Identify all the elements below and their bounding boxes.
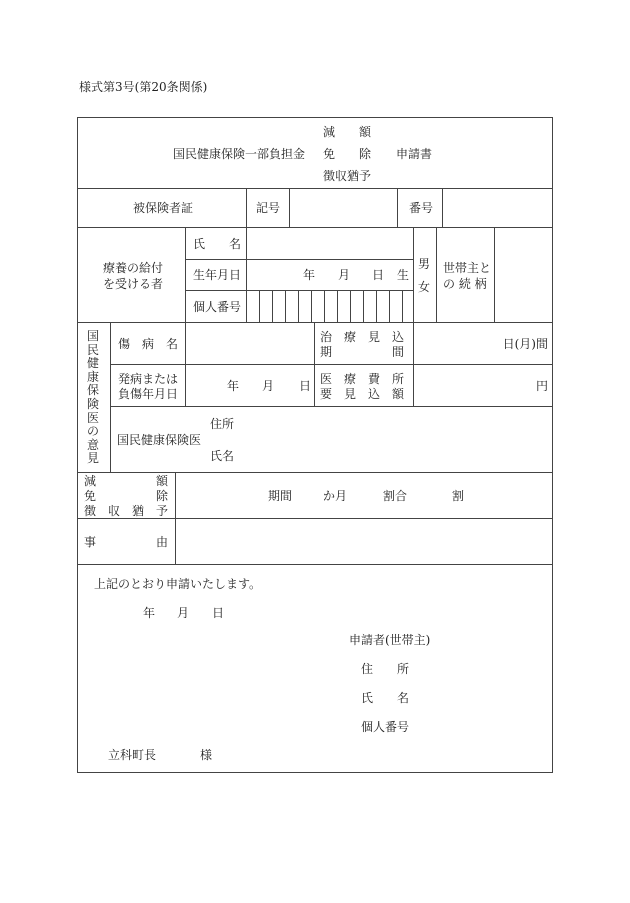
digit-divider bbox=[298, 290, 299, 322]
col-divider bbox=[494, 227, 495, 322]
date-day: 日 bbox=[212, 606, 225, 620]
col-divider bbox=[397, 188, 398, 227]
cost-label: 医 療 費 所 bbox=[320, 372, 405, 386]
form-number: 様式第3号(第20条関係) bbox=[79, 80, 208, 94]
wari-label: 割 bbox=[452, 489, 465, 503]
onset-month: 月 bbox=[262, 379, 275, 393]
title-defer: 徴収猶予 bbox=[323, 169, 372, 183]
reduction-label: 徴 収 猶 予 bbox=[84, 504, 169, 518]
col-divider bbox=[289, 188, 290, 227]
birth-label: 生年月日 bbox=[193, 268, 242, 282]
birth-month: 月 bbox=[338, 268, 351, 282]
doctor-address-label: 住所 bbox=[210, 417, 235, 431]
col-divider bbox=[246, 227, 247, 322]
treatment-label: 治 療 見 込 bbox=[320, 330, 405, 344]
ratio-label: 割合 bbox=[383, 489, 408, 503]
onset-label: 負傷年月日 bbox=[118, 387, 179, 401]
digit-divider bbox=[324, 290, 325, 322]
birth-year: 年 bbox=[303, 268, 316, 282]
gender-male[interactable]: 男 bbox=[418, 257, 431, 271]
row-divider bbox=[77, 518, 553, 519]
col-divider bbox=[314, 322, 315, 406]
birth-suffix: 生 bbox=[397, 268, 410, 282]
col-divider bbox=[442, 188, 443, 227]
row-divider bbox=[185, 290, 414, 291]
row-divider bbox=[77, 227, 553, 228]
onset-year: 年 bbox=[227, 379, 240, 393]
name-label: 氏 名 bbox=[193, 237, 242, 251]
period-label: 期間 bbox=[268, 489, 293, 503]
doctor-opinion-side-label: 国民健康保険医の意見 bbox=[86, 329, 99, 466]
digit-divider bbox=[272, 290, 273, 322]
addressee: 立科町長 bbox=[108, 748, 157, 762]
onset-day: 日 bbox=[299, 379, 312, 393]
digit-divider bbox=[337, 290, 338, 322]
row-divider bbox=[77, 188, 553, 189]
cost-label: 要 見 込 額 bbox=[320, 387, 405, 401]
col-divider bbox=[175, 472, 176, 564]
col-divider bbox=[185, 322, 186, 406]
reduction-label: 減 額 bbox=[84, 474, 169, 488]
treatment-unit: 日(月)間 bbox=[502, 337, 548, 351]
title-prefix: 国民健康保険一部負担金 bbox=[173, 147, 306, 161]
bango-label: 番号 bbox=[409, 201, 434, 215]
recipient-label: 療養の給付 bbox=[103, 261, 164, 275]
row-divider bbox=[185, 259, 414, 260]
digit-divider bbox=[389, 290, 390, 322]
doctor-name-label: 氏名 bbox=[210, 449, 235, 463]
col-divider bbox=[110, 322, 111, 472]
digit-divider bbox=[259, 290, 260, 322]
statement: 上記のとおり申請いたします。 bbox=[94, 577, 262, 591]
gender-female[interactable]: 女 bbox=[418, 280, 431, 294]
row-divider bbox=[77, 472, 553, 473]
relation-label: の 続 柄 bbox=[443, 277, 487, 291]
applicant-address-label: 住 所 bbox=[361, 662, 410, 676]
row-divider bbox=[110, 406, 553, 407]
title-suffix: 申請書 bbox=[396, 147, 433, 161]
digit-divider bbox=[376, 290, 377, 322]
reduction-label: 免 除 bbox=[84, 489, 169, 503]
birth-day: 日 bbox=[372, 268, 385, 282]
kigo-label: 記号 bbox=[256, 201, 281, 215]
onset-label: 発病または bbox=[118, 372, 179, 386]
row-divider bbox=[77, 322, 553, 323]
title-reduce: 減 額 bbox=[323, 125, 372, 139]
reason-label: 事 由 bbox=[84, 535, 169, 549]
honorific: 様 bbox=[200, 748, 213, 762]
col-divider bbox=[413, 322, 414, 406]
doctor-label: 国民健康保険医 bbox=[117, 433, 202, 447]
applicant-number-label: 個人番号 bbox=[361, 720, 410, 734]
digit-divider bbox=[285, 290, 286, 322]
row-divider bbox=[77, 564, 553, 565]
date-year: 年 bbox=[143, 606, 156, 620]
date-month: 月 bbox=[177, 606, 190, 620]
treatment-label: 期 間 bbox=[320, 345, 405, 359]
col-divider bbox=[413, 227, 414, 322]
col-divider bbox=[436, 227, 437, 322]
row-divider bbox=[110, 364, 553, 365]
applicant-name-label: 氏 名 bbox=[361, 691, 410, 705]
relation-label: 世帯主と bbox=[443, 261, 492, 275]
title-exempt: 免 除 bbox=[323, 147, 372, 161]
digit-divider bbox=[402, 290, 403, 322]
disease-label: 傷 病 名 bbox=[118, 337, 179, 351]
cost-unit: 円 bbox=[535, 379, 548, 393]
digit-divider bbox=[311, 290, 312, 322]
months-label: か月 bbox=[323, 489, 348, 503]
insurance-card-label: 被保険者証 bbox=[133, 201, 194, 215]
recipient-label: を受ける者 bbox=[103, 277, 164, 291]
col-divider bbox=[246, 188, 247, 227]
digit-divider bbox=[350, 290, 351, 322]
digit-divider bbox=[363, 290, 364, 322]
col-divider bbox=[185, 227, 186, 322]
personal-number-label: 個人番号 bbox=[193, 300, 242, 314]
applicant-label: 申請者(世帯主) bbox=[349, 633, 431, 647]
